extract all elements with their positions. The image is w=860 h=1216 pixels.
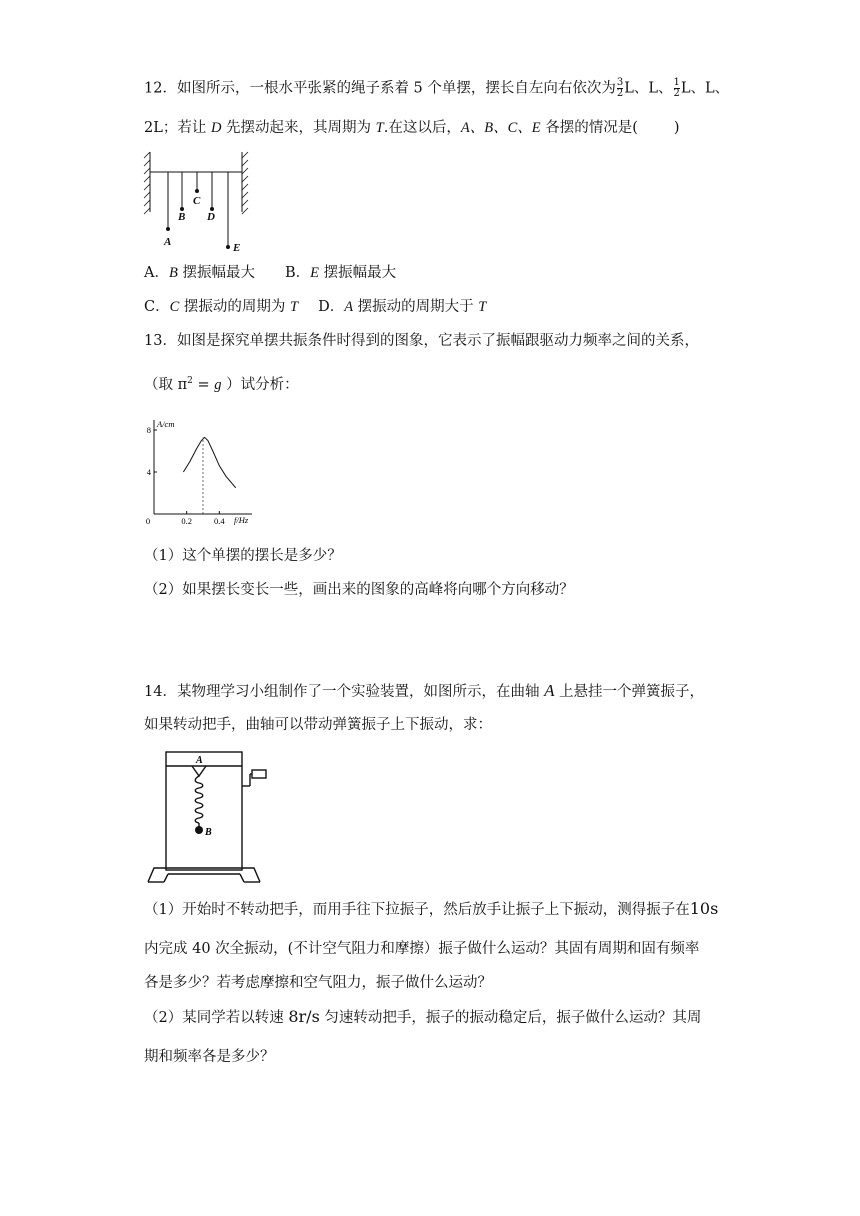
q14-line-1 xyxy=(144,681,704,702)
x-tick-label: 0.2 xyxy=(181,516,192,526)
spring-oscillator-figure xyxy=(144,750,284,888)
q12-text: .在这以后， xyxy=(383,120,461,136)
q12-options-row-1 xyxy=(144,263,396,283)
label-b: B xyxy=(205,827,212,838)
equals: = xyxy=(192,376,215,393)
x-tick-label: 0.4 xyxy=(214,516,225,526)
amplitude-curve xyxy=(183,437,235,487)
q14-text: 匀速转动把手，振子的振动稳定后，振子做什么运动？其周 xyxy=(319,1010,702,1026)
q12-text: 2L；若让 xyxy=(144,120,211,136)
option-b[interactable]: B．E 摆振幅最大 xyxy=(284,265,397,281)
q14-text: （1）开始时不转动把手，而用手往下拉振子，然后放手让振子上下振动，测得振子在 xyxy=(144,902,690,918)
y-tick-label: 4 xyxy=(146,467,151,477)
label-a: A xyxy=(164,236,172,248)
pendulum-bob-c xyxy=(195,189,199,193)
q14-number: 14． xyxy=(144,684,177,700)
label-d: D xyxy=(207,211,215,223)
q12-line-2 xyxy=(144,118,680,138)
pendulum-bob-e xyxy=(226,245,230,249)
pi-symbol: π xyxy=(177,376,188,393)
q13-line-1 xyxy=(144,331,699,351)
q12-number: 12． xyxy=(144,80,177,97)
x-axis-label: f/Hz xyxy=(234,515,249,525)
q14-text: 某物理学习小组制作了一个实验装置，如图所示，在曲轴 xyxy=(176,684,545,700)
q13-text: ）试分析： xyxy=(221,376,299,393)
var-list: A、B、C、E xyxy=(460,120,541,136)
q12-text: 如图所示，一根水平张紧的绳子系着 5 个单摆，摆长自左向右依次为 xyxy=(176,80,616,97)
q14-sub-1-line-1 xyxy=(144,899,718,920)
q13-number: 13． xyxy=(144,333,177,349)
option-d[interactable]: D．A 摆振动的周期大于 T xyxy=(318,299,487,315)
q13-line-2 xyxy=(144,371,299,395)
q14-sub-1-line-3: 各是多少？若考虑摩擦和空气阻力，振子做什么运动？ xyxy=(144,975,492,991)
oscillator-mass-b xyxy=(195,826,203,834)
var-t: T xyxy=(375,120,384,136)
q13-text: （取 xyxy=(144,376,178,393)
label-a: A xyxy=(196,755,203,766)
superscript-2: 2 xyxy=(187,376,193,386)
label-e: E xyxy=(233,242,241,254)
y-tick-label: 8 xyxy=(146,425,151,435)
var-g: g xyxy=(214,376,222,393)
q14-text: （2）某同学若以转速 xyxy=(144,1010,289,1026)
q14-line-2: 如果转动把手，曲轴可以带动弹簧振子上下振动，求： xyxy=(144,717,492,733)
var-d: D xyxy=(210,120,222,136)
q12-text: L、L、 xyxy=(624,80,673,97)
label-c: C xyxy=(193,195,201,207)
pendulum-bob-a xyxy=(166,227,170,231)
resonance-chart xyxy=(140,410,270,528)
x-tick-label: 0 xyxy=(145,516,151,526)
handle-icon[interactable] xyxy=(252,770,266,778)
q12-text: L、L、 xyxy=(680,80,730,97)
option-a[interactable]: A．B 摆振幅最大 xyxy=(144,265,255,281)
q14-sub-1-line-2: 内完成 40 次全振动，(不计空气阻力和摩擦）振子做什么运动？其固有周期和固有频率 xyxy=(144,941,700,957)
fraction-one-half: $\frac{1}{2}$ xyxy=(673,77,680,99)
q12-line-1 xyxy=(144,78,729,99)
option-c[interactable]: C．C 摆振动的周期为 T xyxy=(144,299,299,315)
spring xyxy=(195,776,203,823)
speed-8rs: 8r/s xyxy=(288,1007,320,1026)
q14-text: 上悬挂一个弹簧振子， xyxy=(554,684,705,700)
q14-sub-2-line-1 xyxy=(144,1007,701,1028)
q12-text: 各摆的情况是( xyxy=(540,120,638,136)
q12-text: 先摆动起来，其周期为 xyxy=(221,120,376,136)
q12-options-row-2 xyxy=(144,297,486,317)
fraction-three-halves: $\frac{3}{2}$ xyxy=(616,77,624,99)
q14-sub-2-line-2: 期和频率各是多少？ xyxy=(144,1049,275,1065)
q13-sub-2: （2）如果摆长变长一些，画出来的图象的高峰将向哪个方向移动？ xyxy=(144,582,574,598)
y-axis-label: A/cm xyxy=(157,419,175,429)
pendulum-figure xyxy=(144,150,254,255)
var-a: A xyxy=(544,681,555,700)
crankshaft xyxy=(192,766,206,776)
q13-sub-1: （1）这个单摆的摆长是多少？ xyxy=(144,548,342,564)
time-10s: 10s xyxy=(689,899,719,918)
q13-text: 如图是探究单摆共振条件时得到的图象，它表示了振幅跟驱动力频率之间的关系， xyxy=(176,333,699,349)
q12-text: ) xyxy=(673,120,680,136)
label-b: B xyxy=(178,211,186,223)
